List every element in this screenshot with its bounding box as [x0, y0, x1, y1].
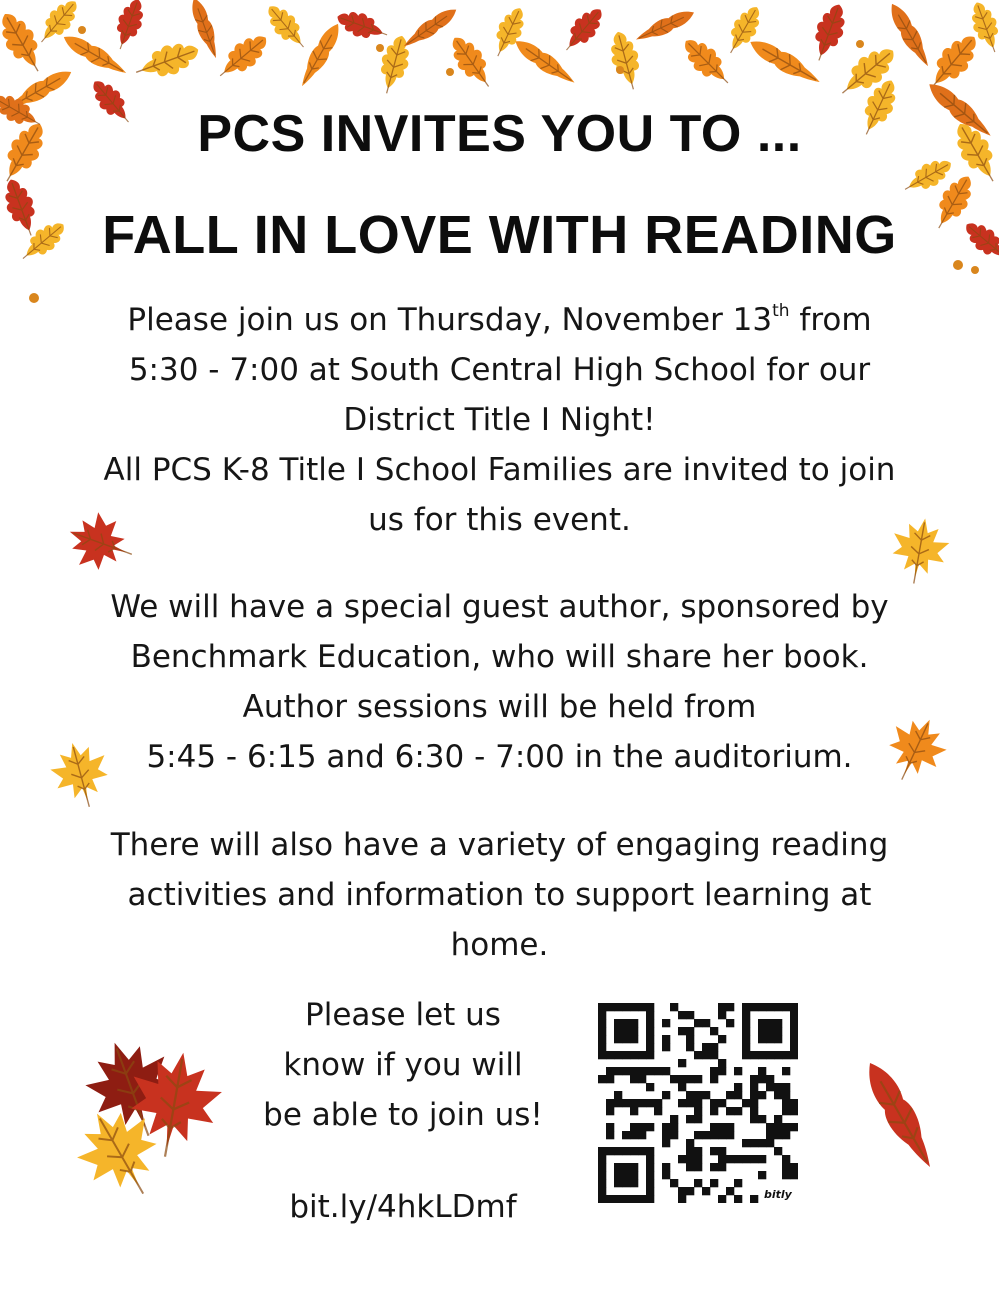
autumn-leaf-icon [374, 32, 416, 96]
autumn-leaf-icon [131, 36, 203, 87]
berry-icon [446, 68, 454, 76]
invite-from-text: from [789, 302, 872, 338]
autumn-leaf-icon [60, 30, 131, 81]
berry-icon [29, 293, 39, 303]
berry-icon [856, 40, 864, 48]
activities-paragraph [50, 820, 949, 970]
title-line-1: PCS INVITES YOU TO ... [197, 105, 802, 163]
autumn-leaf-icon [511, 34, 580, 89]
autumn-leaf-icon [0, 7, 51, 79]
autumn-leaf-icon [399, 3, 460, 52]
autumn-leaf-icon [605, 28, 647, 92]
autumn-leaf-icon [443, 30, 499, 94]
invite-line-4: All PCS K-8 Title I School Families are invited to join [103, 452, 896, 488]
rsvp-line-3: be able to join us! [263, 1097, 543, 1133]
autumn-leaf-icon [187, 0, 223, 61]
berry-icon [971, 266, 979, 274]
invite-line-5: us for this event. [368, 502, 631, 538]
autumn-leaf-icon [965, 0, 999, 56]
autumn-leaf-icon [260, 0, 312, 55]
rsvp-link[interactable]: bit.ly/4hkLDmf [289, 1189, 517, 1225]
autumn-leaf-icon [920, 27, 985, 97]
invite-line-3: District Title I Night! [343, 402, 656, 438]
autumn-leaf-icon [487, 3, 531, 61]
activities-line-1: There will also have a variety of engaging reading [110, 827, 889, 863]
autumn-leaf-icon [676, 31, 737, 92]
rsvp-text [228, 990, 578, 1140]
autumn-leaf-icon [295, 20, 346, 91]
qr-brand-label: bitly [764, 1188, 792, 1201]
autumn-leaf-icon [720, 1, 767, 59]
autumn-leaf-icon [211, 27, 274, 86]
autumn-leaf-icon [633, 6, 697, 47]
red-oak-leaf-icon [858, 1056, 943, 1174]
autumn-leaf-icon [885, 0, 936, 70]
title-line-2: FALL IN LOVE WITH READING [102, 205, 897, 265]
invite-line-1 [50, 295, 949, 345]
invite-date-text: Please join us on Thursday, November 13 [127, 302, 773, 338]
invite-line-2: 5:30 - 7:00 at South Central High School for our [128, 352, 871, 388]
gold-maple-leaf-icon [63, 1094, 177, 1213]
author-paragraph [50, 582, 949, 782]
berry-icon [78, 26, 86, 34]
dark-red-maple-leaf-icon [75, 1028, 188, 1150]
author-line-1: We will have a special guest author, sponsored by [110, 589, 889, 625]
berry-icon [376, 44, 384, 52]
autumn-leaf-icon [557, 2, 609, 58]
activities-line-2: activities and information to support learning at [127, 877, 872, 913]
author-line-2: Benchmark Education, who will share her book. [130, 639, 869, 675]
rsvp-line-2: know if you will [283, 1047, 523, 1083]
autumn-leaf-icon [109, 0, 150, 53]
author-line-3: Author sessions will be held from [242, 689, 757, 725]
rsvp-line-1: Please let us [305, 997, 501, 1033]
author-line-4: 5:45 - 6:15 and 6:30 - 7:00 in the auditorium. [146, 739, 853, 775]
autumn-leaf-icon [806, 0, 852, 65]
autumn-leaf-icon [833, 39, 903, 104]
autumn-leaf-icon [746, 34, 825, 90]
autumn-leaf-icon [333, 5, 391, 46]
qr-code-icon[interactable] [598, 1003, 798, 1203]
invite-paragraph [50, 295, 949, 545]
red-maple-leaf-icon [121, 1045, 228, 1165]
berry-icon [616, 66, 624, 74]
activities-line-3: home. [450, 927, 549, 963]
date-ordinal-suffix: th [772, 301, 790, 321]
autumn-leaf-icon [32, 0, 84, 50]
